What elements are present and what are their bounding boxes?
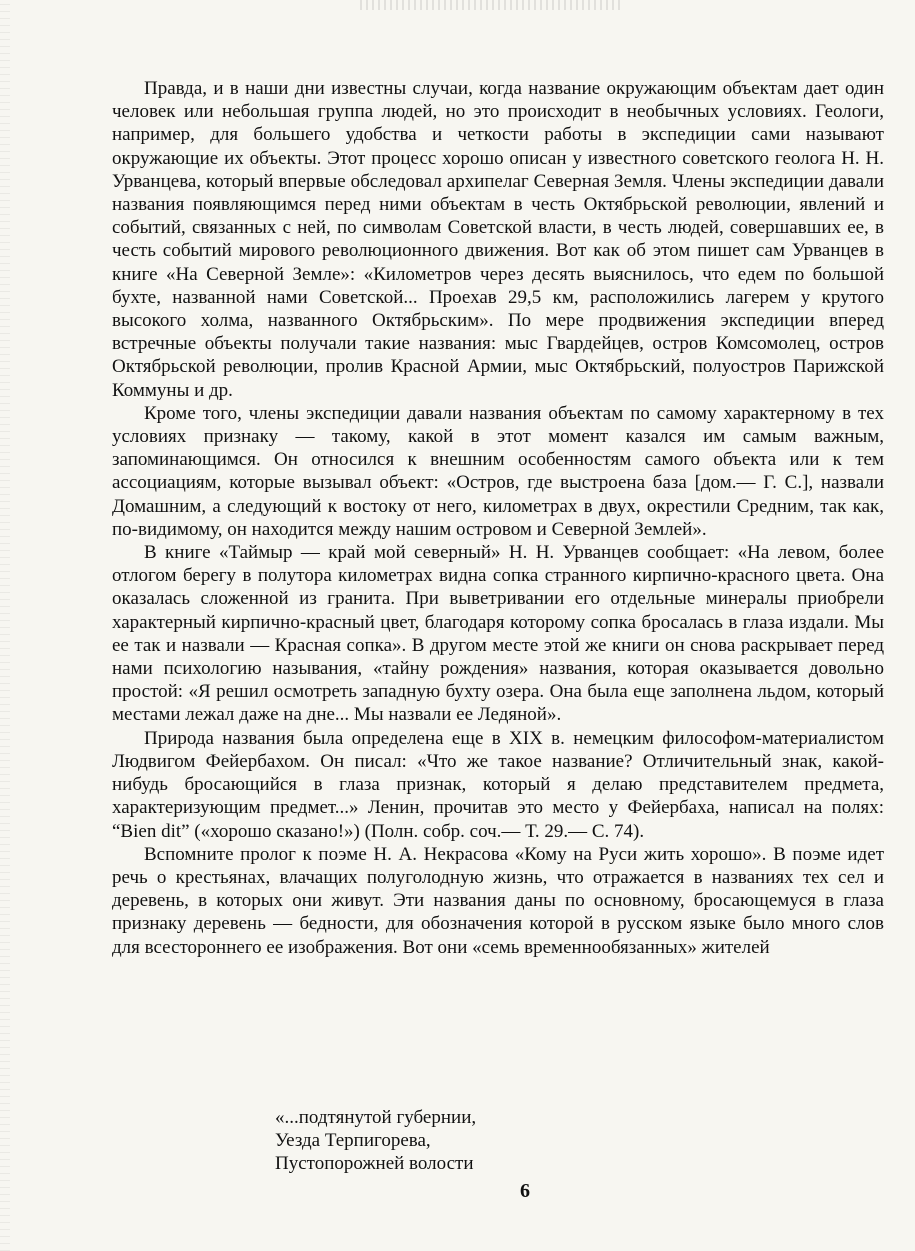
paragraph-urvantsev-intro: Правда, и в наши дни известны случаи, когда название окружающим объектам дает один человек или небольшая группа людей, но это происходит в необычных условиях. Геологи, например, для большего удобства и четкости работы в экспедиции сами называют окружающие их объекты. Этот процесс хорошо описан у известного советского геолога Н. Н. Урванцева, который впервые обследовал архипелаг Северная Земля. Члены экспедиции давали названия появляющимся перед ними объектам в честь Октябрьской революции, явлений и событий, связанных с ней, по символам Советской власти, в честь людей, совершавших ее, в честь событий мирового революционного движения. Вот как об этом пишет сам Урванцев в книге «На Северной Земле»: «Километров через десять выяснилось, что едем по большой бухте, названной нами Советской... Проехав 29,5 км, расположились лагерем у крутого высокого холма, названного Октябрьским». По мере продвижения экспедиции вперед встречные объекты получали такие названия: мыс Гвардейцев, остров Комсомолец, остров Октябрьской революции, пролив Красной Армии, мыс Октябрьский, полуостров Парижской Коммуны и др.: [112, 78, 884, 401]
scan-artifact-left-edge: [0, 0, 10, 1251]
paragraph-feuerbach-definition: Природа названия была определена еще в XIX в. немецким философом-материалистом Людвигом Фейербахом. Он писал: «Что же такое название? Отличительный знак, какой-нибудь бросающийся в глаза признак, который я делаю представителем предмета, характеризующим предмет...» Ленин, прочитав это место у Фейербаха, написал на полях: “Bien dit” («хорошо сказано!») (Полн. собр. соч.— Т. 29.— С. 74).: [112, 727, 884, 842]
main-text-block: [112, 77, 884, 959]
paragraph-taimyr-book: В книге «Таймыр — край мой северный» Н. Н. Урванцев сообщает: «На левом, более отлогом берегу в полутора километрах видна сопка странного кирпично-красного цвета. Она оказалась сложенной из гранита. При выветривании его отдельные минералы приобрели характерный кирпично-красный цвет, благодаря которому сопка бросалась в глаза издали. Мы ее так и назвали — Красная сопка». В другом месте этой же книги он снова раскрывает перед нами психологию называния, «тайну рождения» названия, которая оказывается довольно простой: «Я решил осмотреть западную бухту озера. Она была еще заполнена льдом, который местами лежал даже на дне... Мы назвали ее Ледяной».: [112, 542, 884, 726]
poem-line-1: «...подтянутой губернии,: [275, 1107, 477, 1128]
poem-excerpt: [275, 1106, 595, 1176]
poem-line-2: Уезда Терпигорева,: [275, 1130, 431, 1152]
page-number: 6: [520, 1180, 530, 1202]
poem-line-3: Пустопорожней волости: [275, 1153, 474, 1175]
paragraph-nekrasov-prologue: Вспомните пролог к поэме Н. А. Некрасова «Кому на Руси жить хорошо». В поэме идет речь о крестьянах, влачащих полуголодную жизнь, что отражается в названиях тех сел и деревень, в которых они живут. Эти названия даны по основному, бросающемуся в глаза признаку деревень — бедности, для обозначения которой в русском языке было много слов для всестороннего ее изображения. Вот они «семь временнообязанных» жителей: [112, 843, 884, 958]
scan-artifact-top: [360, 0, 620, 10]
paragraph-feature-names: Кроме того, члены экспедиции давали названия объектам по самому характерному в тех условиях признаку — такому, какой в этот момент казался им самым важным, запоминающимся. Он относился к внешним особенностям самого объекта или к тем ассоциациям, которые вызывал объект: «Остров, где выстроена база [дом.— Г. С.], назвали Домашним, а следующий к востоку от него, километрах в двух, окрестили Средним, так как, по-видимому, он находится между нашим островом и Северной Землей».: [112, 402, 884, 540]
